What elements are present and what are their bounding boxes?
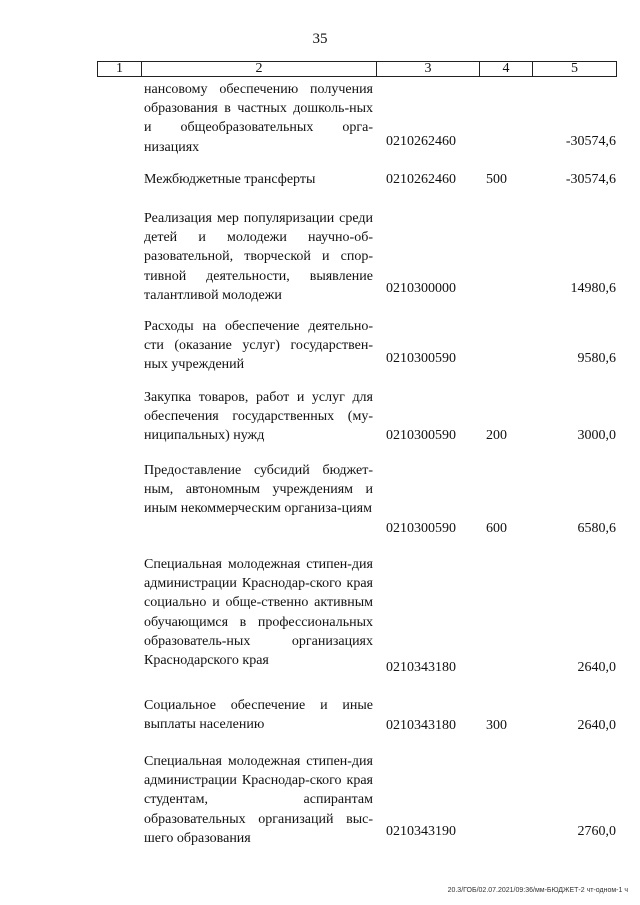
row-amount: 2760,0 [577, 823, 616, 839]
row-code: 0210300590 [386, 427, 456, 443]
row-code: 0210300000 [386, 280, 456, 296]
row-amount: 9580,6 [577, 350, 616, 366]
row-type: 600 [486, 520, 507, 536]
row-description: Предоставление субсидий бюджет-ным, автономным учреждениям и иным некоммерческим организа-циям [144, 463, 373, 517]
table-row [0, 388, 640, 445]
table-row [0, 752, 640, 846]
table-row [0, 317, 640, 373]
row-description: Социальное обеспечение и иные выплаты населению [144, 698, 373, 733]
table-row [0, 170, 640, 189]
header-col-2: 2 [141, 62, 376, 76]
header-col-5: 5 [532, 62, 616, 76]
row-amount: -30574,6 [565, 133, 616, 149]
row-code: 0210343190 [386, 823, 456, 839]
table-row [0, 555, 640, 677]
table-header [97, 61, 617, 77]
footer-stamp: 20.3/ГОБ/02.07.2021/09:36/мм-БЮДЖЕТ-2 чт-одном-1 ч [447, 887, 628, 894]
table-row [0, 209, 640, 303]
row-description: Реализация мер популяризации среди детей и молодежи научно-об-разовательной, творческой и спор-тивной деятельности, выявление талантливой молодежи [144, 211, 373, 303]
row-description: Специальная молодежная стипен-дия администрации Краснодар-ского края социально и обще-ственно активным обучающимся в профессиональных образователь-ных организациях Краснодарского края [144, 557, 373, 669]
row-amount: 3000,0 [577, 427, 616, 443]
row-code: 0210343180 [386, 659, 456, 675]
header-col-1: 1 [116, 61, 123, 76]
table-row [0, 461, 640, 538]
row-amount: 2640,0 [577, 659, 616, 675]
table-row [0, 696, 640, 735]
header-col-3: 3 [376, 62, 479, 76]
row-description: Расходы на обеспечение деятельно-сти (оказание услуг) государствен-ных учреждений [144, 319, 373, 373]
page-number: 35 [312, 31, 328, 47]
row-type: 300 [486, 717, 507, 733]
header-col-4: 4 [479, 62, 532, 76]
row-code: 0210300590 [386, 350, 456, 366]
table-row [0, 80, 640, 155]
row-amount: -30574,6 [565, 171, 616, 187]
row-type: 200 [486, 427, 507, 443]
row-amount: 6580,6 [577, 520, 616, 536]
row-description: Межбюджетные трансферты [144, 172, 316, 187]
row-description: Специальная молодежная стипен-дия администрации Краснодар-ского края студентам, аспирантам образовательных организаций выс-шего образования [144, 754, 373, 846]
row-type: 500 [486, 171, 507, 187]
row-code: 0210300590 [386, 520, 456, 536]
row-code: 0210343180 [386, 717, 456, 733]
row-amount: 14980,6 [570, 280, 616, 296]
row-amount: 2640,0 [577, 717, 616, 733]
row-description: Закупка товаров, работ и услуг для обеспечения государственных (му-ниципальных) нужд [144, 390, 373, 444]
row-description: нансовому обеспечению получения образования в частных дошколь-ных и общеобразовательных орга-низациях [144, 82, 373, 155]
row-code: 0210262460 [386, 133, 456, 149]
row-code: 0210262460 [386, 171, 456, 187]
